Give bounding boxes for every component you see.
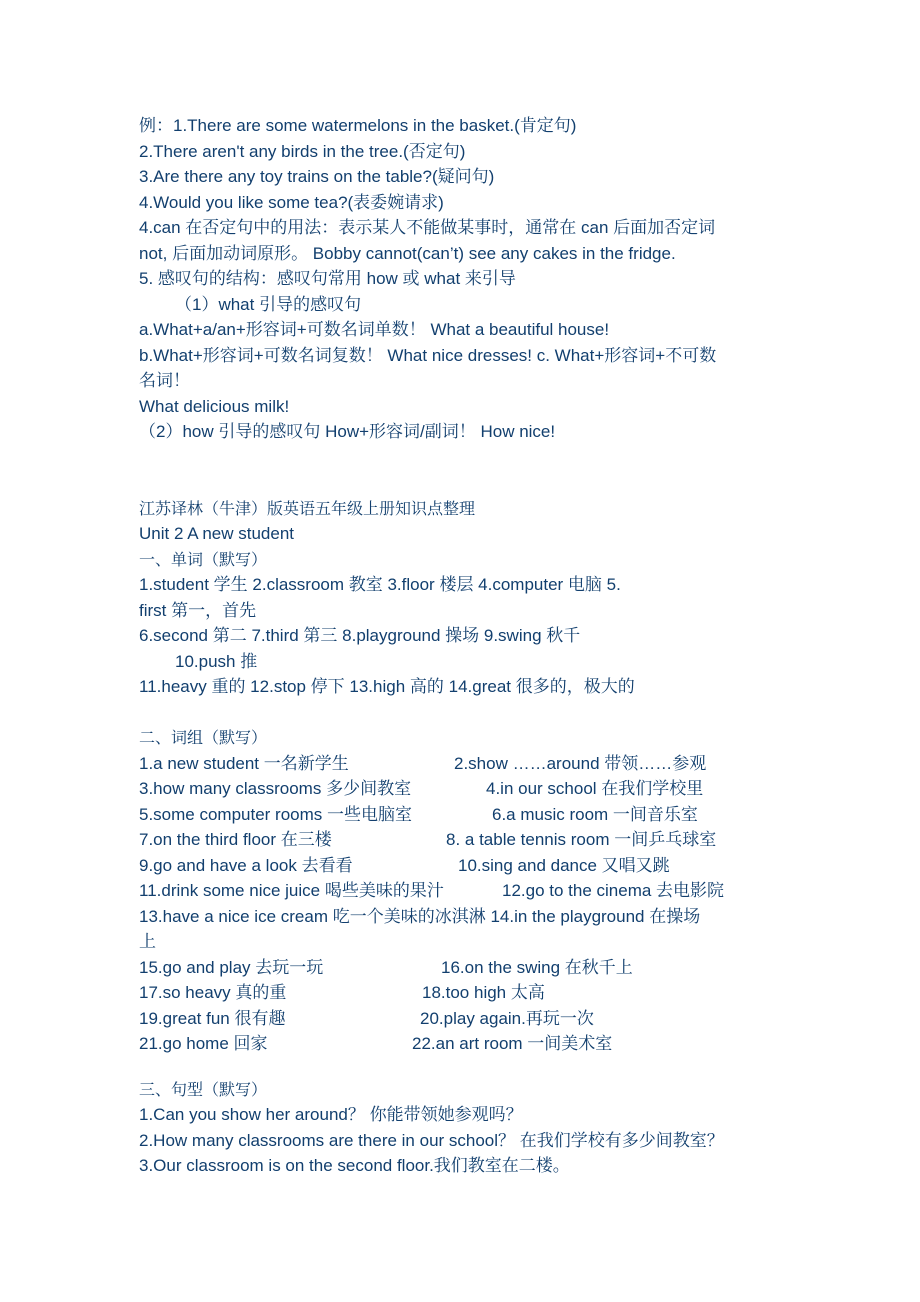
example-line-2: 2.There aren't any birds in the tree.(否定句) [139, 141, 466, 161]
phrase-right: 20.play again.再玩一次 [420, 1008, 594, 1028]
phrase-row [139, 776, 799, 802]
phrase-left: 5.some computer rooms 一些电脑室 [139, 804, 413, 824]
phrase-long-line: 13.have a nice ice cream 吃一个美味的冰淇淋 14.in the playground 在操场 [139, 906, 701, 926]
example-line-3: 3.Are there any toy trains on the table?(疑问句) [139, 167, 495, 186]
phrase-left: 3.how many classrooms 多少间教室 [139, 779, 412, 798]
example-line-1: 例：1.There are some watermelons in the basket.(肯定句) [139, 116, 577, 135]
what-rule-a: a.What+a/an+形容词+可数名词单数！ What a beautiful house! [139, 320, 610, 339]
what-rule-example: What delicious milk! [139, 396, 290, 416]
phrase-row [139, 980, 799, 1006]
phrase-left: 19.great fun 很有趣 [139, 1008, 286, 1028]
phrase-row [139, 827, 799, 853]
how-exclamation-line: （2）how 引导的感叹句 How+形容词/副词！ How nice! [139, 422, 556, 441]
phrase-right: 18.too high 太高 [422, 983, 545, 1002]
word-line: first 第一，首先 [139, 600, 257, 620]
sentence-line: 1.Can you show her around？ 你能带领她参观吗？ [139, 1105, 523, 1124]
phrase-long-line-cont: 上 [139, 932, 156, 951]
section-words-heading: 一、单词（默写） [139, 549, 268, 569]
phrase-right: 16.on the swing 在秋千上 [441, 957, 633, 977]
document-page [139, 113, 799, 1179]
word-line: 1.student 学生 2.classroom 教室 3.floor 楼层 4.computer 电脑 5. [139, 575, 621, 594]
what-exclamation-heading: （1）what 引导的感叹句 [175, 294, 362, 314]
sentence-line: 3.Our classroom is on the second floor.我们教室在二楼。 [139, 1156, 570, 1175]
phrase-row [139, 1006, 799, 1032]
phrase-left: 1.a new student 一名新学生 [139, 753, 349, 773]
grammar-can-line-cont: not, 后面加动词原形。 Bobby cannot(can’t) see any cakes in the fridge. [139, 243, 676, 263]
word-line: 6.second 第二 7.third 第三 8.playground 操场 9.swing 秋千 [139, 626, 581, 645]
phrase-right: 4.in our school 在我们学校里 [486, 779, 704, 798]
phrase-right: 6.a music room 一间音乐室 [492, 804, 698, 824]
phrase-right: 10.sing and dance 又唱又跳 [458, 855, 670, 875]
phrase-right: 12.go to the cinema 去电影院 [502, 881, 725, 900]
phrase-left: 21.go home 回家 [139, 1034, 268, 1053]
phrase-left: 7.on the third floor 在三楼 [139, 830, 332, 849]
phrase-left: 15.go and play 去玩一玩 [139, 957, 324, 977]
section-sentences-heading: 三、句型（默写） [139, 1079, 268, 1099]
phrase-left: 9.go and have a look 去看看 [139, 855, 353, 875]
phrase-row [139, 955, 799, 981]
document-title: 江苏译林（牛津）版英语五年级上册知识点整理 [139, 498, 476, 518]
phrase-row [139, 853, 799, 879]
grammar-can-line: 4.can 在否定句中的用法：表示某人不能做某事时，通常在 can 后面加否定词 [139, 218, 716, 237]
phrase-row [139, 878, 799, 904]
word-line: 11.heavy 重的 12.stop 停下 13.high 高的 14.great 很多的，极大的 [139, 677, 635, 696]
phrase-row [139, 751, 799, 777]
phrase-left: 11.drink some nice juice 喝些美味的果汁 [139, 881, 444, 900]
phrase-row [139, 1031, 799, 1057]
unit-title: Unit 2 A new student [139, 524, 294, 543]
example-line-4: 4.Would you like some tea?(表委婉请求) [139, 192, 444, 212]
sentence-line: 2.How many classrooms are there in our school？ 在我们学校有多少间教室？ [139, 1130, 724, 1150]
what-rule-b-cont: 名词！ [139, 371, 190, 390]
section-phrases-heading: 二、词组（默写） [139, 728, 268, 747]
exclamation-heading: 5. 感叹句的结构：感叹句常用 how 或 what 来引导 [139, 269, 516, 288]
phrase-right: 8. a table tennis room 一间乒乓球室 [446, 830, 717, 849]
phrase-right: 22.an art room 一间美术室 [412, 1034, 613, 1053]
phrase-row [139, 802, 799, 828]
word-line: 10.push 推 [175, 651, 258, 671]
phrase-left: 17.so heavy 真的重 [139, 983, 287, 1002]
phrase-right: 2.show ……around 带领……参观 [454, 753, 707, 773]
what-rule-b: b.What+形容词+可数名词复数！ What nice dresses! c. What+形容词+不可数 [139, 345, 717, 365]
